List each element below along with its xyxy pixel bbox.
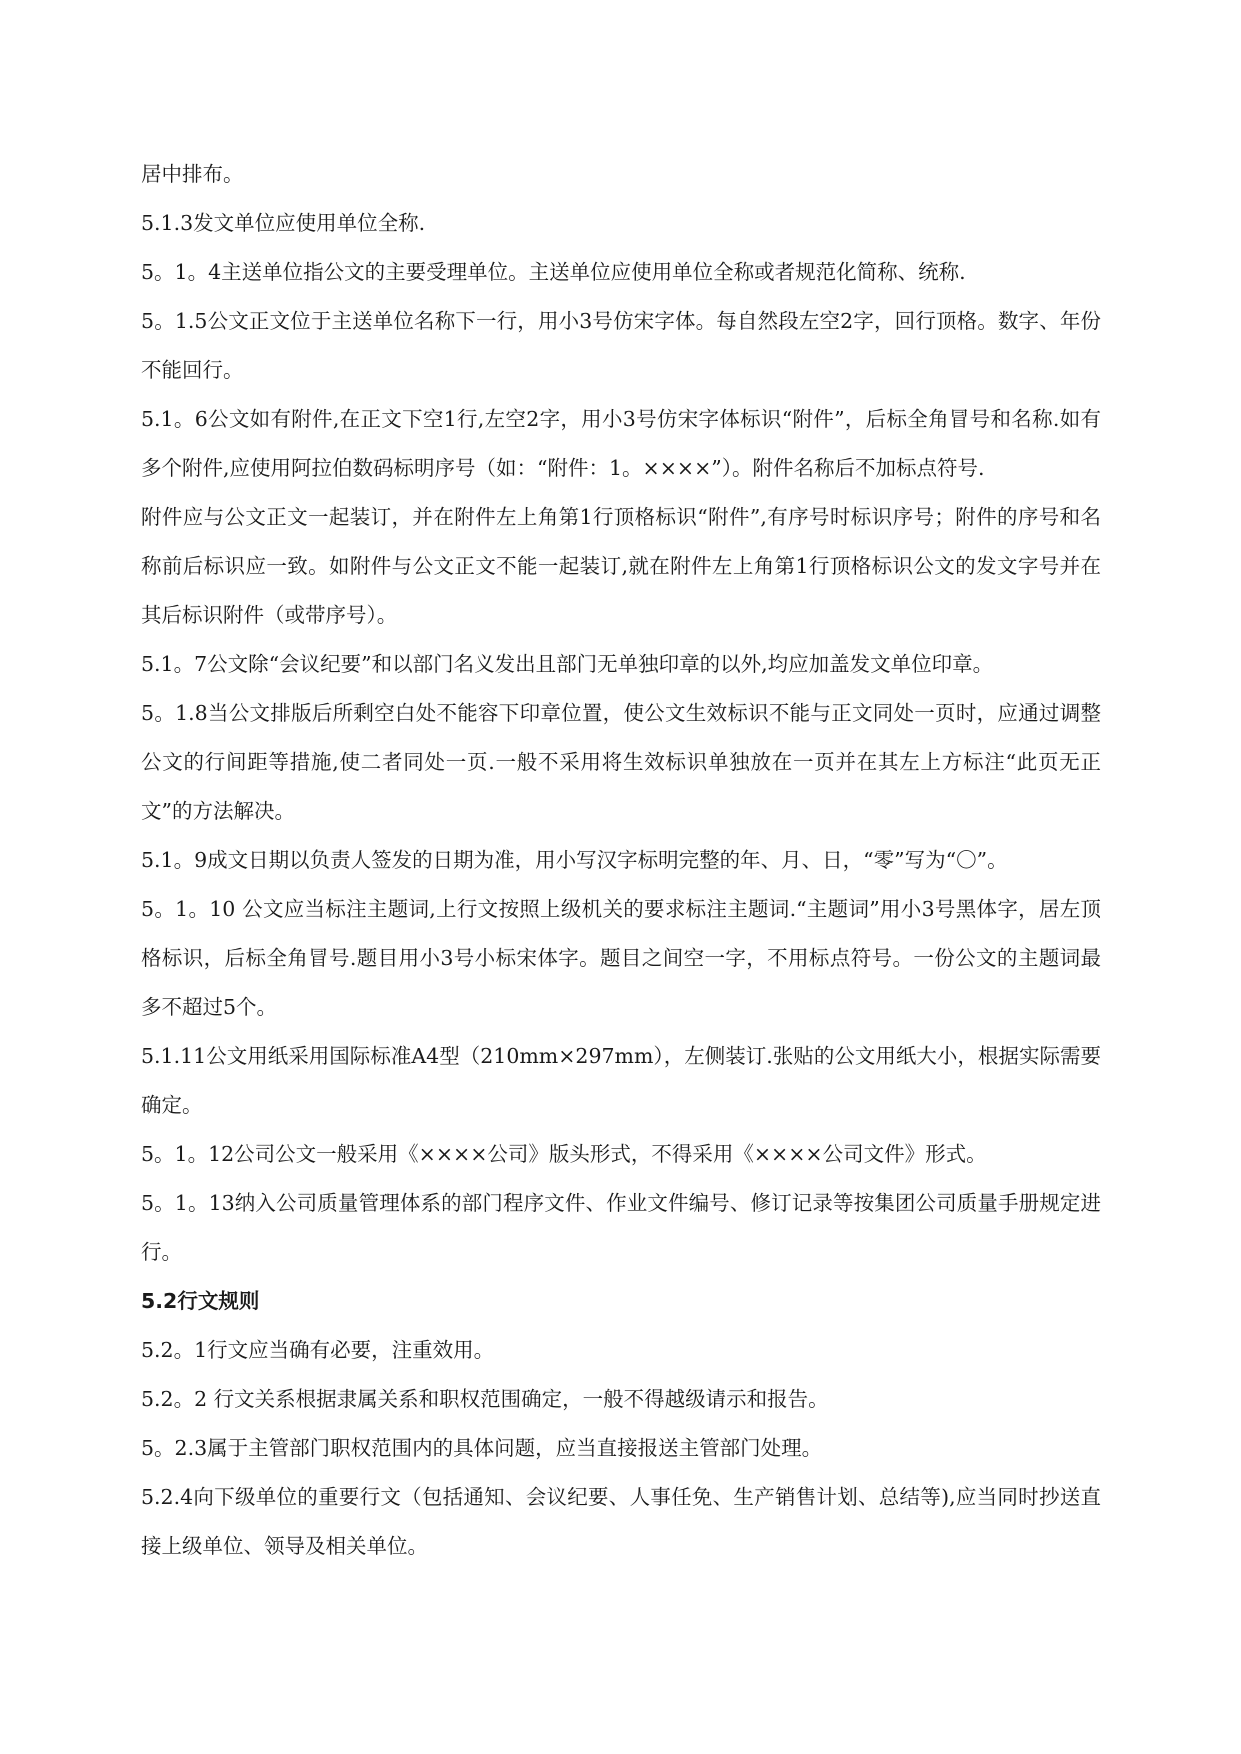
paragraph-attachment-binding: 附件应与公文正文一起装订，并在附件左上角第1行顶格标识“附件”,有序号时标识序号；附件的序号和名称前后标识应一致。如附件与公文正文不能一起装订,就在附件左上角第1行顶格标识公文的发文字号并在其后标识附件（或带序号）。 — [141, 505, 1101, 627]
paragraph-5-1-10: 5。1。10 公文应当标注主题词,上行文按照上级机关的要求标注主题词.“主题词”用小3号黑体字，居左顶格标识，后标全角冒号.题目用小3号小标宋体字。题目之间空一字，不用标点符号。一份公文的主题词最多不超过5个。 — [141, 897, 1101, 1019]
paragraph-5-1-9: 5.1。9成文日期以负责人签发的日期为准，用小写汉字标明完整的年、月、日，“零”写为“〇”。 — [141, 848, 1008, 872]
paragraph-5-1-11: 5.1.11公文用纸采用国际标准A4型（210mm×297mm），左侧装订.张贴的公文用纸大小，根据实际需要确定。 — [141, 1044, 1101, 1117]
section-heading: 5.2行文规则 — [141, 1289, 260, 1313]
paragraph-5-1-13: 5。1。13纳入公司质量管理体系的部门程序文件、作业文件编号、修订记录等按集团公司质量手册规定进行。 — [141, 1191, 1101, 1264]
paragraph-5-2-1: 5.2。1行文应当确有必要，注重效用。 — [141, 1338, 495, 1362]
document-page — [141, 150, 1101, 1571]
paragraph-5-1-4: 5。1。4主送单位指公文的主要受理单位。主送单位应使用单位全称或者规范化简称、统称. — [141, 260, 966, 284]
paragraph-5-1-5: 5。1.5公文正文位于主送单位名称下一行，用小3号仿宋字体。每自然段左空2字，回行顶格。数字、年份不能回行。 — [141, 309, 1101, 382]
paragraph-continuation: 居中排布。 — [141, 162, 244, 186]
paragraph-5-1-7: 5.1。7公文除“会议纪要”和以部门名义发出且部门无单独印章的以外,均应加盖发文单位印章。 — [141, 652, 994, 676]
paragraph-5-1-6: 5.1。6公文如有附件,在正文下空1行,左空2字，用小3号仿宋字体标识“附件”，后标全角冒号和名称.如有多个附件,应使用阿拉伯数码标明序号（如：“附件：1。××××”）。附件名称后不加标点符号. — [141, 407, 1101, 480]
paragraph-5-2-2: 5.2。2 行文关系根据隶属关系和职权范围确定，一般不得越级请示和报告。 — [141, 1387, 829, 1411]
paragraph-5-1-12: 5。1。12公司公文一般采用《××××公司》版头形式，不得采用《××××公司文件》形式。 — [141, 1142, 987, 1166]
paragraph-5-2-4: 5.2.4向下级单位的重要行文（包括通知、会议纪要、人事任免、生产销售计划、总结等),应当同时抄送直接上级单位、领导及相关单位。 — [141, 1485, 1101, 1558]
paragraph-5-1-3: 5.1.3发文单位应使用单位全称. — [141, 211, 426, 235]
paragraph-5-1-8: 5。1.8当公文排版后所剩空白处不能容下印章位置，使公文生效标识不能与正文同处一页时，应通过调整公文的行间距等措施,使二者同处一页.一般不采用将生效标识单独放在一页并在其左上方标注“此页无正文”的方法解决。 — [141, 701, 1101, 823]
paragraph-5-2-3: 5。2.3属于主管部门职权范围内的具体问题，应当直接报送主管部门处理。 — [141, 1436, 823, 1460]
